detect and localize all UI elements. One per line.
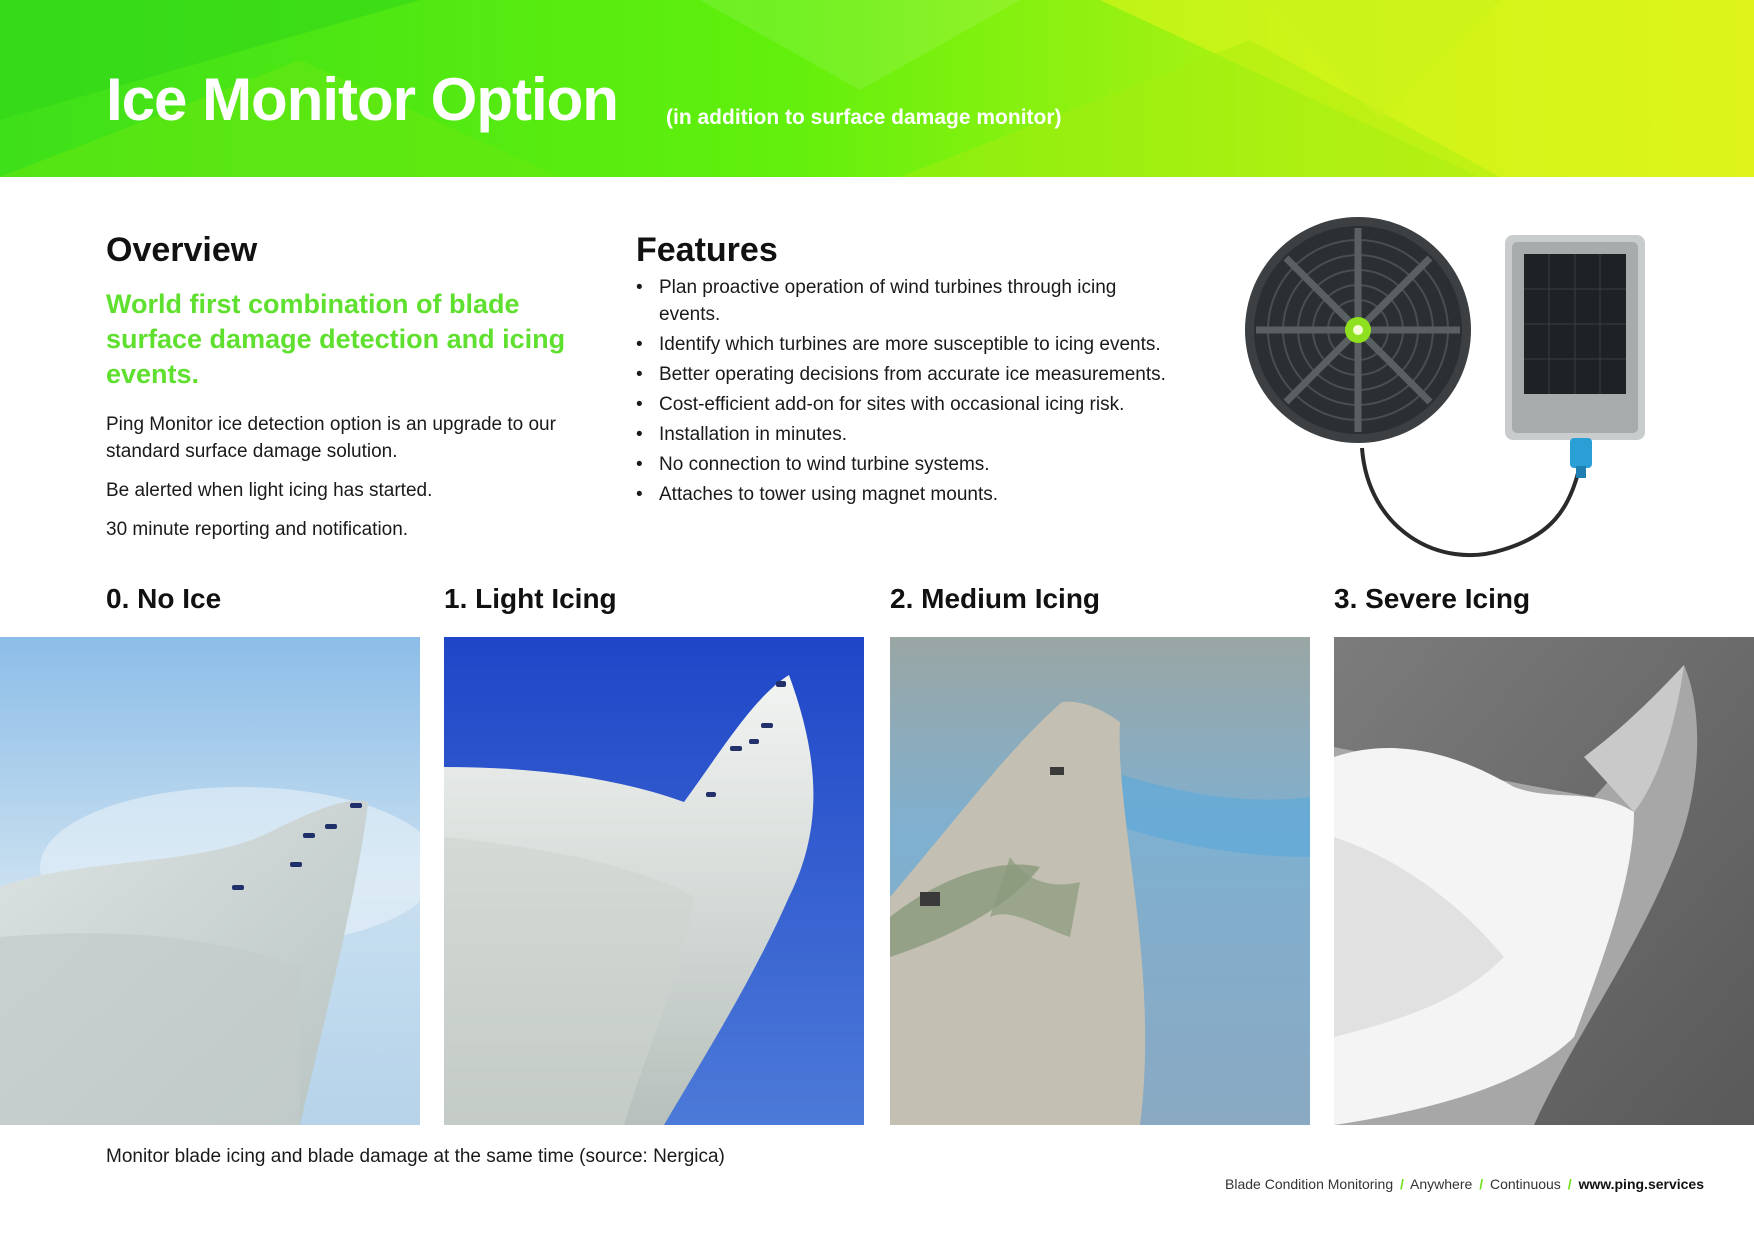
overview-tagline: World first combination of blade surface damage detection and icing events. — [106, 289, 566, 389]
icing-level-label: 3. Severe Icing — [1334, 583, 1531, 614]
feature-item: • Cost-efficient add-on for sites with occasional icing risk. — [636, 391, 1216, 418]
footer-tagline — [1225, 1176, 1704, 1192]
medium-icing-blade-photo — [890, 637, 1310, 1125]
severe-icing-blade-photo — [1334, 637, 1754, 1125]
overview-paragraph: 30 minute reporting and notification. — [106, 519, 409, 540]
icing-level-label: 0. No Ice — [106, 583, 222, 614]
header-banner — [0, 0, 1754, 177]
overview-paragraph: Be alerted when light icing has started. — [106, 480, 433, 501]
footer-separator: / — [1400, 1176, 1404, 1192]
overview-heading: Overview — [106, 231, 258, 269]
light-icing-blade-photo — [444, 637, 864, 1125]
features-heading: Features — [636, 231, 778, 269]
icing-level-label: 1. Light Icing — [444, 583, 617, 614]
feature-item: • Installation in minutes. — [636, 421, 1216, 448]
photo-caption: Monitor blade icing and blade damage at the same time (source: Nergica) — [106, 1146, 725, 1167]
ice-sensor-device-image — [1240, 210, 1660, 570]
footer-separator: / — [1479, 1176, 1484, 1192]
footer-part: Continuous — [1489, 1176, 1561, 1192]
footer-part: Anywhere — [1410, 1176, 1473, 1192]
feature-item: • No connection to wind turbine systems. — [636, 451, 1216, 478]
footer-separator: / — [1567, 1176, 1572, 1192]
overview-paragraph: Ping Monitor ice detection option is an upgrade to our standard surface damage solution. — [106, 414, 556, 462]
page-title: Ice Monitor Option — [106, 66, 618, 133]
no-ice-blade-photo — [0, 637, 420, 1125]
page-subtitle: (in addition to surface damage monitor) — [666, 106, 1062, 129]
footer-part: Blade Condition Monitoring — [1225, 1176, 1394, 1192]
feature-item: • Better operating decisions from accurate ice measurements. — [636, 361, 1216, 388]
features-list — [636, 274, 1216, 508]
feature-item: • Plan proactive operation of wind turbines through icing events. — [636, 274, 1129, 328]
icing-level-label: 2. Medium Icing — [890, 583, 1101, 614]
feature-item: • Identify which turbines are more susceptible to icing events. — [636, 331, 1216, 358]
footer-website-link[interactable]: www.ping.services — [1578, 1176, 1704, 1192]
feature-item: • Attaches to tower using magnet mounts. — [636, 481, 1216, 508]
